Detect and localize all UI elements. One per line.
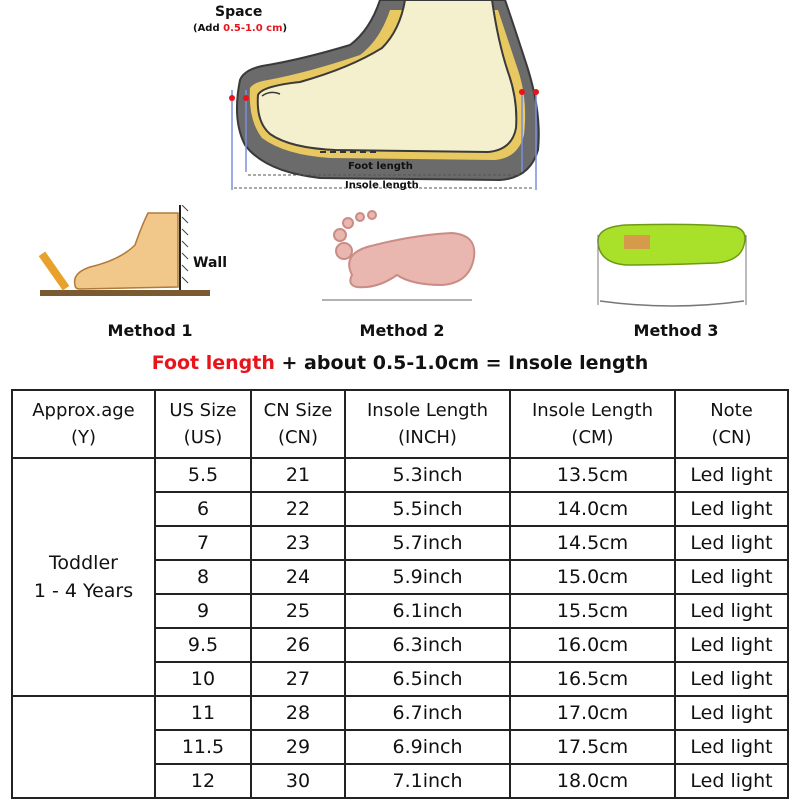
space-note-prefix: (Add bbox=[193, 23, 224, 34]
insole-inch-cell: 5.9inch bbox=[345, 560, 510, 594]
size-chart-table bbox=[11, 389, 789, 799]
cn-size-cell: 29 bbox=[251, 730, 345, 764]
space-label: Space bbox=[215, 4, 263, 20]
us-size-cell: 11 bbox=[155, 696, 251, 730]
us-size-cell: 9.5 bbox=[155, 628, 251, 662]
insole-inch-cell: 6.7inch bbox=[345, 696, 510, 730]
cn-size-cell: 23 bbox=[251, 526, 345, 560]
insole-cm-cell: 16.5cm bbox=[510, 662, 675, 696]
cn-size-cell: 24 bbox=[251, 560, 345, 594]
method-2 bbox=[282, 205, 522, 345]
insole-inch-cell: 6.5inch bbox=[345, 662, 510, 696]
header-cn-size: CN Size (CN) bbox=[251, 390, 345, 458]
note-cell: Led light bbox=[675, 730, 788, 764]
note-cell: Led light bbox=[675, 526, 788, 560]
insole-inch-cell: 6.3inch bbox=[345, 628, 510, 662]
footprint-icon bbox=[282, 205, 522, 315]
note-cell: Led light bbox=[675, 764, 788, 798]
method-3-label: Method 3 bbox=[633, 321, 719, 340]
us-size-cell: 5.5 bbox=[155, 458, 251, 492]
note-cell: Led light bbox=[675, 594, 788, 628]
cn-size-cell: 28 bbox=[251, 696, 345, 730]
us-size-cell: 10 bbox=[155, 662, 251, 696]
header-approx-age: Approx.age (Y) bbox=[12, 390, 155, 458]
insole-inch-cell: 6.9inch bbox=[345, 730, 510, 764]
space-note-value: 0.5-1.0 cm bbox=[223, 23, 283, 34]
method-1 bbox=[30, 205, 270, 345]
note-cell: Led light bbox=[675, 458, 788, 492]
age-group-empty bbox=[12, 696, 155, 798]
cn-size-cell: 22 bbox=[251, 492, 345, 526]
foot-against-wall-icon bbox=[30, 205, 270, 315]
us-size-cell: 11.5 bbox=[155, 730, 251, 764]
method-2-label: Method 2 bbox=[359, 321, 445, 340]
us-size-cell: 9 bbox=[155, 594, 251, 628]
insole-cm-cell: 17.5cm bbox=[510, 730, 675, 764]
header-insole-cm: Insole Length (CM) bbox=[510, 390, 675, 458]
insole-cm-cell: 16.0cm bbox=[510, 628, 675, 662]
insole-formula bbox=[0, 352, 800, 374]
header-note: Note (CN) bbox=[675, 390, 788, 458]
note-cell: Led light bbox=[675, 662, 788, 696]
table-row bbox=[12, 458, 788, 492]
insole-cm-cell: 13.5cm bbox=[510, 458, 675, 492]
us-size-cell: 7 bbox=[155, 526, 251, 560]
space-note bbox=[193, 23, 287, 34]
us-size-cell: 6 bbox=[155, 492, 251, 526]
header-us-size: US Size (US) bbox=[155, 390, 251, 458]
insole-inch-cell: 7.1inch bbox=[345, 764, 510, 798]
foot-length-label: Foot length bbox=[348, 161, 413, 172]
insole-cm-cell: 18.0cm bbox=[510, 764, 675, 798]
cn-size-cell: 30 bbox=[251, 764, 345, 798]
table-header-row bbox=[12, 390, 788, 458]
cn-size-cell: 27 bbox=[251, 662, 345, 696]
insole-cm-cell: 15.5cm bbox=[510, 594, 675, 628]
note-cell: Led light bbox=[675, 696, 788, 730]
insole-inch-cell: 5.5inch bbox=[345, 492, 510, 526]
table-row bbox=[12, 696, 788, 730]
insole-cm-cell: 17.0cm bbox=[510, 696, 675, 730]
insole-length-label: Insole length bbox=[345, 180, 419, 191]
foot-measure-diagram bbox=[0, 0, 800, 200]
method-3 bbox=[556, 205, 796, 345]
header-insole-inch: Insole Length (INCH) bbox=[345, 390, 510, 458]
formula-rest: + about 0.5-1.0cm = Insole length bbox=[274, 352, 649, 374]
note-cell: Led light bbox=[675, 628, 788, 662]
insole-cm-cell: 14.0cm bbox=[510, 492, 675, 526]
insole-icon bbox=[556, 205, 796, 315]
age-group-toddler: Toddler 1 - 4 Years bbox=[12, 458, 155, 696]
cn-size-cell: 25 bbox=[251, 594, 345, 628]
us-size-cell: 8 bbox=[155, 560, 251, 594]
insole-inch-cell: 5.3inch bbox=[345, 458, 510, 492]
space-note-suffix: ) bbox=[282, 23, 288, 34]
insole-cm-cell: 15.0cm bbox=[510, 560, 675, 594]
method-1-label: Method 1 bbox=[107, 321, 193, 340]
cn-size-cell: 21 bbox=[251, 458, 345, 492]
us-size-cell: 12 bbox=[155, 764, 251, 798]
cn-size-cell: 26 bbox=[251, 628, 345, 662]
formula-foot-length: Foot length bbox=[151, 352, 275, 374]
measurement-methods bbox=[0, 205, 800, 345]
wall-label: Wall bbox=[193, 255, 227, 271]
insole-inch-cell: 6.1inch bbox=[345, 594, 510, 628]
note-cell: Led light bbox=[675, 560, 788, 594]
insole-inch-cell: 5.7inch bbox=[345, 526, 510, 560]
insole-cm-cell: 14.5cm bbox=[510, 526, 675, 560]
note-cell: Led light bbox=[675, 492, 788, 526]
